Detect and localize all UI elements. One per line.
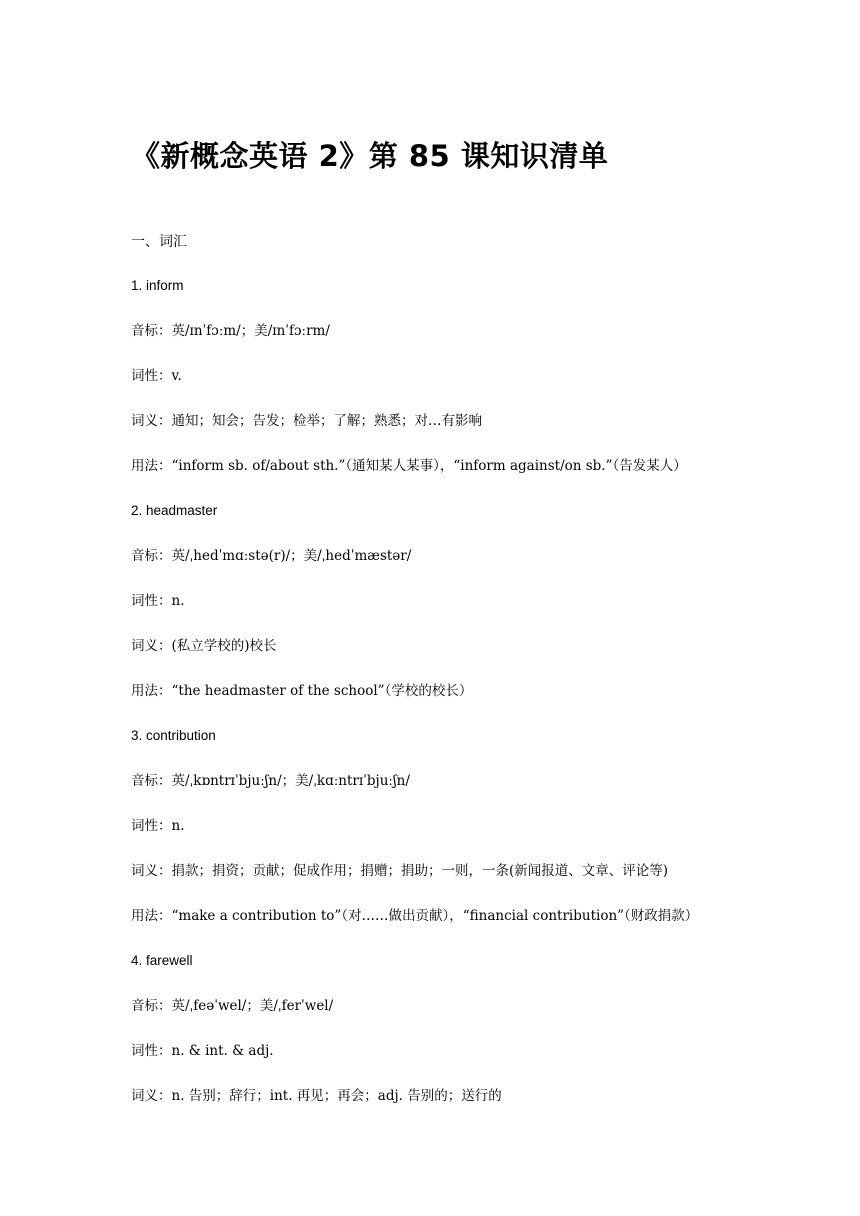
entry-4-phonetic: 音标：英/ˌfeəˈwel/；美/ˌferˈwel/ bbox=[131, 998, 334, 1014]
entry-3-pos: 词性：n. bbox=[131, 818, 185, 834]
entry-3-meaning: 词义：捐款；捐资；贡献；促成作用；捐赠；捐助；一则，一条(新闻报道、文章、评论等) bbox=[131, 863, 669, 879]
section-heading-vocabulary: 一、词汇 bbox=[131, 234, 187, 250]
entry-4-heading: 4. farewell bbox=[131, 953, 193, 968]
entry-3-heading: 3. contribution bbox=[131, 728, 216, 743]
entry-2-phonetic: 音标：英/ˌhedˈmɑːstə(r)/；美/ˌhedˈmæstər/ bbox=[131, 548, 412, 564]
entry-3-phonetic: 音标：英/ˌkɒntrɪˈbjuːʃn/；美/ˌkɑːntrɪˈbjuːʃn/ bbox=[131, 773, 410, 789]
entry-1-meaning: 词义：通知；知会；告发；检举；了解；熟悉；对…有影响 bbox=[131, 413, 482, 429]
entry-3-usage: 用法：“make a contribution to”（对……做出贡献），“financial contribution”（财政捐款） bbox=[131, 908, 699, 924]
entry-1-phonetic: 音标：英/ɪnˈfɔːm/；美/ɪnˈfɔːrm/ bbox=[131, 323, 330, 339]
entry-1-heading: 1. inform bbox=[131, 278, 184, 293]
document-title: 《新概念英语 2》第 85 课知识清单 bbox=[131, 139, 609, 173]
entry-4-pos: 词性：n. & int. & adj. bbox=[131, 1043, 274, 1059]
entry-2-heading: 2. headmaster bbox=[131, 503, 218, 518]
entry-2-meaning: 词义：(私立学校的)校长 bbox=[131, 638, 277, 654]
entry-2-pos: 词性：n. bbox=[131, 593, 185, 609]
entry-2-usage: 用法：“the headmaster of the school”（学校的校长） bbox=[131, 683, 473, 699]
entry-1-usage: 用法：“inform sb. of/about sth.”（通知某人某事），“inform against/on sb.”（告发某人） bbox=[131, 458, 687, 474]
entry-4-meaning: 词义：n. 告别；辞行；int. 再见；再会；adj. 告别的；送行的 bbox=[131, 1088, 502, 1104]
entry-1-pos: 词性：v. bbox=[131, 368, 182, 384]
